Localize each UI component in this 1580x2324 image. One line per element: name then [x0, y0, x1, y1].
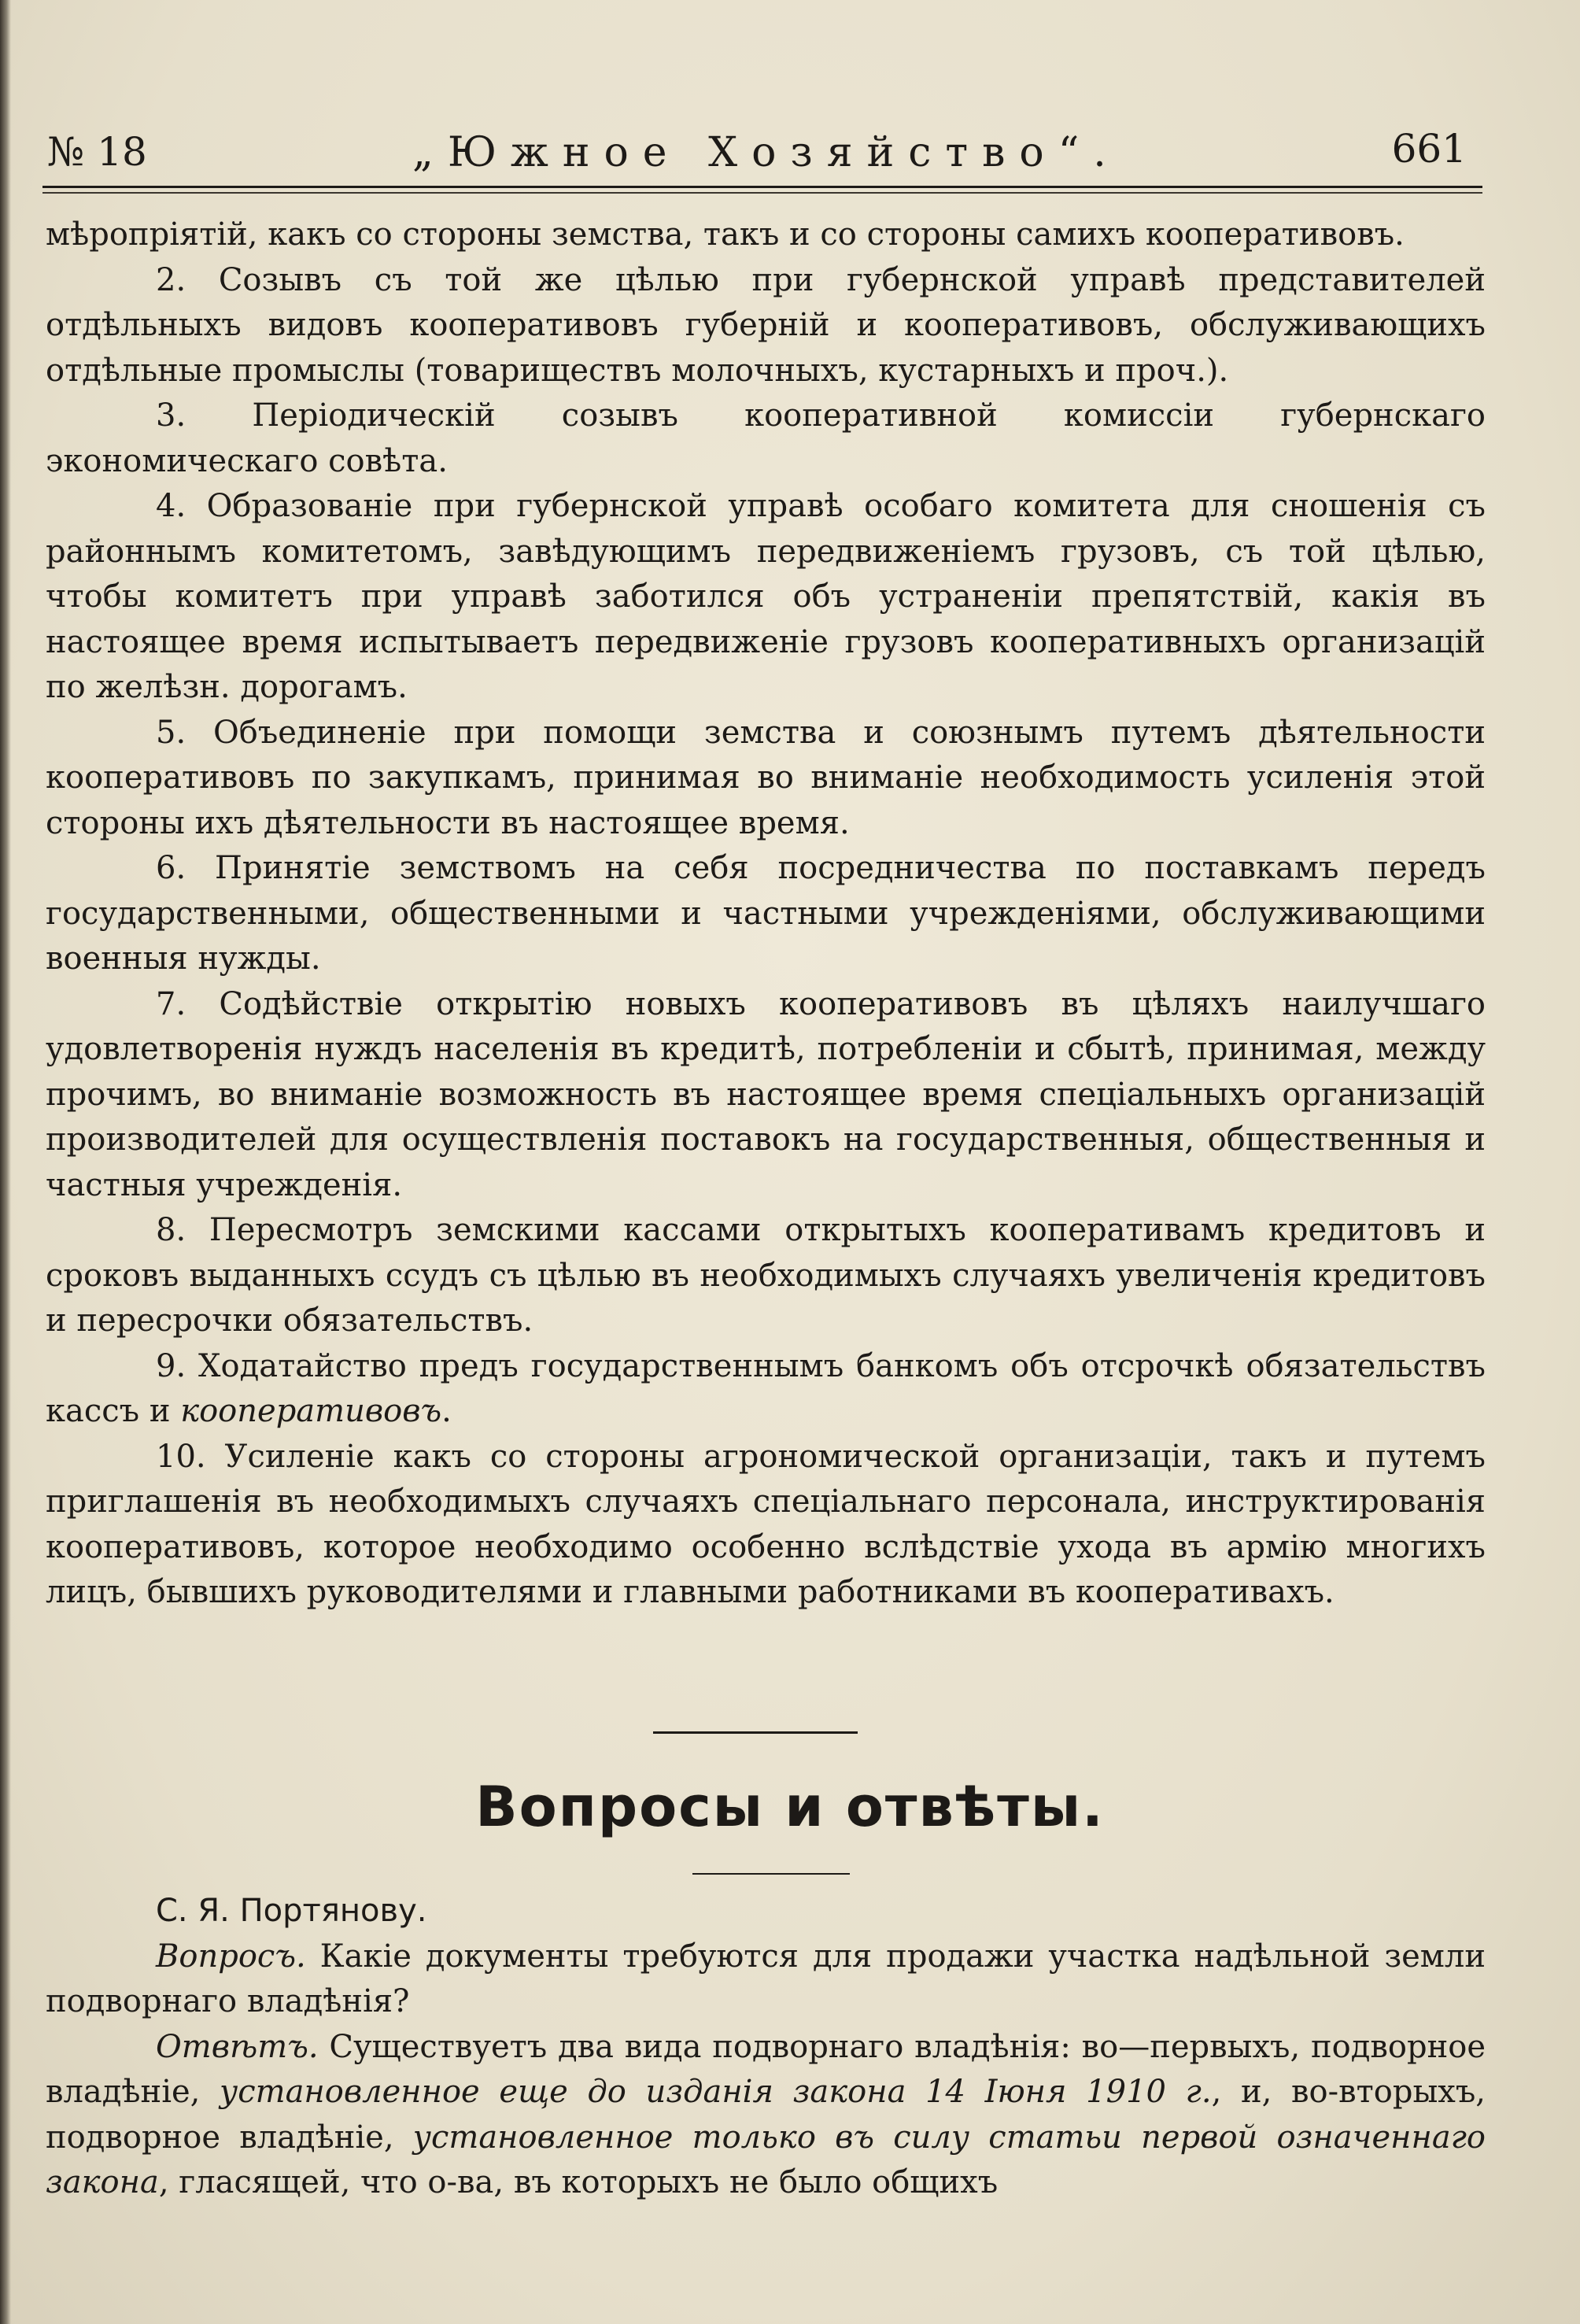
running-header [42, 126, 1482, 181]
page-number: 661 [1391, 126, 1467, 172]
paragraph-item-10: 10. Усиленіе какъ со стороны агрономической организаціи, такъ и путемъ приглашенія въ необходимыхъ случаяхъ спеціальнаго персонала, инструктированія кооперативовъ, которое необходимо особенно вслѣдствіе ухода въ армію многихъ лицъ, бывшихъ руководителями и главными работниками въ кооперативахъ. [46, 1438, 1486, 1610]
paragraph-continuation: мѣропріятій, какъ со стороны земства, такъ и со стороны самихъ кооперативовъ. [46, 216, 1405, 253]
question-text: Какіе документы требуются для продажи участка надѣльной земли подворнаго владѣнія? [46, 1938, 1486, 2019]
answer-italic-1: установленное еще до изданія закона 14 Іюня 1910 г. [220, 2074, 1212, 2110]
issue-number: № 18 [47, 129, 147, 175]
paragraph-item-2: 2. Созывъ съ той же цѣлью при губернской управѣ представителей отдѣльныхъ видовъ кооперативовъ губерній и кооперативовъ, обслуживающихъ отдѣльные промыслы (товариществъ молочныхъ, кустарныхъ и проч.). [46, 261, 1486, 389]
paragraph-item-8: 8. Пересмотръ земскими кассами открытыхъ кооперативамъ кредитовъ и сроковъ выданныхъ ссудъ съ цѣлью въ необходимыхъ случаяхъ увеличенія кредитовъ и пересрочки обязательствъ. [46, 1212, 1486, 1339]
paragraph-item-7: 7. Содѣйствіе открытію новыхъ кооперативовъ въ цѣляхъ наилучшаго удовлетворенія нуждъ населенія въ кредитѣ, потребленіи и сбытѣ, принимая, между прочимъ, во вниманіе возможность въ настоящее время спеціальныхъ организацій производителей для осуществленія поставокъ на государственныя, общественныя и частныя учрежденія. [46, 985, 1486, 1203]
article-body [46, 212, 1486, 1616]
paragraph-item-4: 4. Образованіе при губернской управѣ особаго комитета для сношенія съ районнымъ комитетомъ, завѣдующимъ передвиженіемъ грузовъ, съ той цѣлью, чтобы комитетъ при управѣ заботился объ устраненіи препятствій, какія въ настоящее время испытываетъ передвиженіе грузовъ кооперативныхъ организацій по желѣзн. дорогамъ. [46, 488, 1486, 705]
heading-underline [692, 1873, 850, 1875]
page-edge-shadow [0, 0, 11, 2324]
header-rule-thin [42, 192, 1482, 194]
addressee: С. Я. Портянову. [156, 1893, 427, 1929]
paragraph-item-3: 3. Періодическій созывъ кооперативной комиссіи губернскаго экономическаго совѣта. [46, 397, 1486, 479]
header-rule [42, 186, 1482, 188]
questions-answers [46, 1889, 1486, 2206]
answer-paragraph: Отвѣтъ. Существуетъ два вида подворнаго владѣнія: во—первыхъ, подворное владѣніе, установленное еще до изданія закона 14 Іюня 1910 г., и, во-вторыхъ, подворное владѣніе, установленное только въ силу статьи первой означеннаго закона, гласящей, что о-ва, въ которыхъ не было общихъ [46, 2028, 1486, 2200]
question-label: Вопросъ. [156, 1938, 306, 1975]
paragraph-item-9: 9. Ходатайство предъ государственнымъ банкомъ объ отсрочкѣ обязательствъ кассъ и кооперативовъ. [46, 1347, 1486, 1429]
paragraph-item-5: 5. Объединеніе при помощи земства и союзнымъ путемъ дѣятельности кооперативовъ по закупкамъ, принимая во вниманіе необходимость усиленія этой стороны ихъ дѣятельности въ настоящее время. [46, 714, 1486, 841]
answer-italic-2: установленное только въ силу статьи первой означеннаго закона [46, 2119, 1486, 2200]
section-separator [653, 1731, 858, 1734]
section-heading: Вопросы и отвѣты. [475, 1775, 1105, 1839]
question-paragraph [46, 1934, 1486, 2025]
answer-label: Отвѣтъ. [156, 2028, 319, 2065]
paragraph-item-6: 6. Принятіе земствомъ на себя посредничества по поставкамъ передъ государственными, общественными и частными учрежденіями, обслуживающими военныя нужды. [46, 850, 1486, 977]
italic-phrase: кооперативовъ [180, 1393, 442, 1429]
addressee-line [46, 1889, 1486, 1934]
journal-title: „Южное Хозяйство“. [412, 129, 1120, 176]
